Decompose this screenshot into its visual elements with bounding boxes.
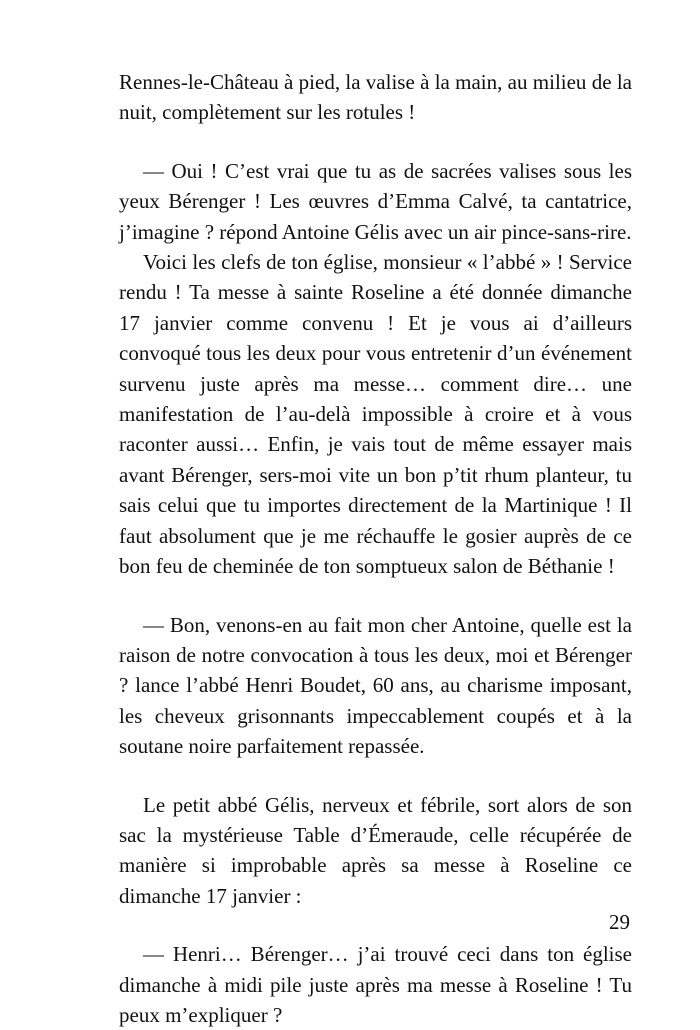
paragraph-emerald-table: Le petit abbé Gélis, nerveux et fébrile, sort alors de son sac la mystérieuse Table d’Émeraude, celle récupérée de manière si improbable après sa messe à Roseline ce dimanche 17 janvier : xyxy=(119,792,632,908)
paragraph-dialogue-found: — Henri… Bérenger… j’ai trouvé ceci dans ton église dimanche à midi pile juste après ma messe à Roseline ! Tu peux m’expliquer ? xyxy=(119,942,632,1027)
paragraph-continuation: Rennes-le-Château à pied, la valise à la main, au milieu de la nuit, complètement sur les rotules ! xyxy=(119,70,632,125)
page-number: 29 xyxy=(609,910,630,934)
paragraph-dialogue-gelis: — Oui ! C’est vrai que tu as de sacrées valises sous les yeux Bérenger ! Les œuvres d’Emma Calvé, ta cantatrice, j’imagine ? répond Antoine Gélis avec un air pince-sans-rire. xyxy=(119,158,632,244)
book-page-body xyxy=(119,67,632,1030)
paragraph-dialogue-boudet: — Bon, venons-en au fait mon cher Antoine, quelle est la raison de notre convocation à tous les deux, moi et Bérenger ? lance l’abbé Henri Boudet, 60 ans, au charisme imposant, les cheveux grisonnants impeccablement coupés et à la soutane noire parfaitement repassée. xyxy=(119,612,632,759)
paragraph-keys-church: Voici les clefs de ton église, monsieur « l’abbé » ! Service rendu ! Ta messe à sainte Roseline a été donnée dimanche 17 janvier comme convenu ! Et je vous ai d’ailleurs convoqué tous les deux pour vous entretenir d’un événement survenu juste après ma messe… comment dire… une manifestation de l’au-delà impossible à croire et à vous raconter aussi… Enfin, je vais tout de même essayer mais avant Bérenger, sers-moi vite un bon p’tit rhum planteur, tu sais celui que tu importes directement de la Martinique ! Il faut absolument que je me réchauffe le gosier auprès de ce bon feu de cheminée de ton somptueux salon de Béthanie ! xyxy=(119,250,632,579)
